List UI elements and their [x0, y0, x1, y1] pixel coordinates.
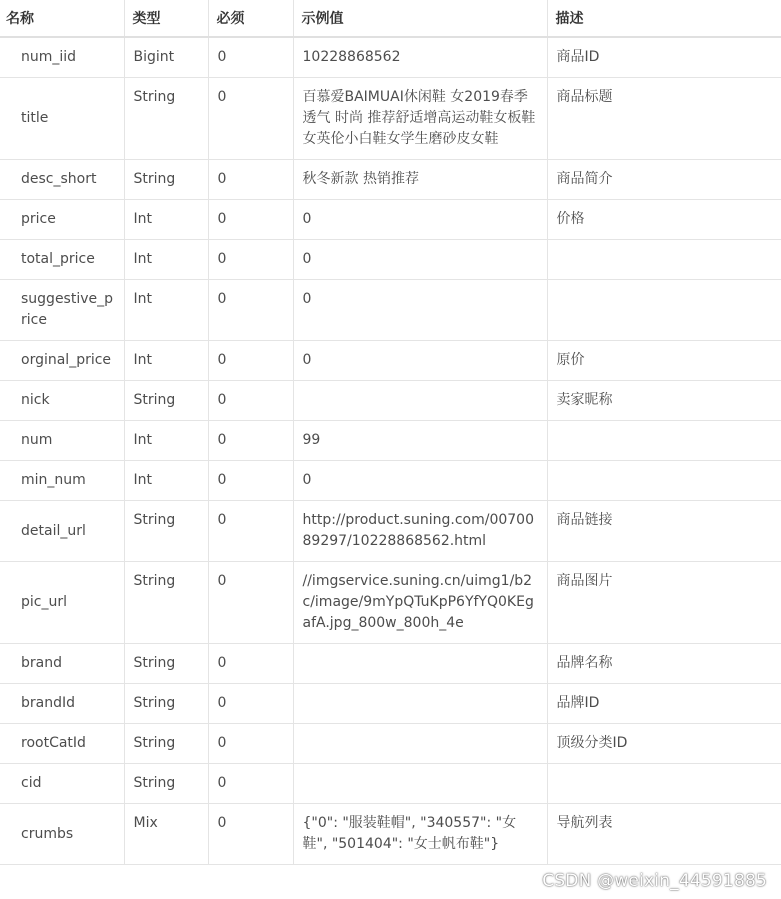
- cell-name: title: [0, 78, 124, 160]
- cell-description: 顶级分类ID: [547, 724, 781, 764]
- cell-description: 导航列表: [547, 804, 781, 865]
- table-row: [0, 501, 781, 562]
- table-row: [0, 280, 781, 341]
- table-row: [0, 37, 781, 78]
- cell-description: [547, 764, 781, 804]
- header-type: 类型: [124, 0, 208, 37]
- cell-type: Int: [124, 280, 208, 341]
- cell-type: String: [124, 160, 208, 200]
- cell-type: Bigint: [124, 37, 208, 78]
- cell-type: String: [124, 764, 208, 804]
- cell-type: Int: [124, 421, 208, 461]
- cell-description: [547, 280, 781, 341]
- cell-required: 0: [208, 501, 293, 562]
- cell-name: nick: [0, 381, 124, 421]
- cell-example: 0: [293, 200, 547, 240]
- cell-required: 0: [208, 160, 293, 200]
- cell-example: [293, 644, 547, 684]
- cell-example: http://product.suning.com/0070089297/10228868562.html: [293, 501, 547, 562]
- cell-name: crumbs: [0, 804, 124, 865]
- cell-name: orginal_price: [0, 341, 124, 381]
- cell-type: Mix: [124, 804, 208, 865]
- table-row: [0, 78, 781, 160]
- header-required: 必须: [208, 0, 293, 37]
- cell-type: String: [124, 644, 208, 684]
- cell-required: 0: [208, 240, 293, 280]
- cell-name: rootCatId: [0, 724, 124, 764]
- cell-name: cid: [0, 764, 124, 804]
- cell-example: 0: [293, 280, 547, 341]
- table-row: [0, 160, 781, 200]
- table-row: [0, 200, 781, 240]
- table-row: [0, 421, 781, 461]
- cell-required: 0: [208, 200, 293, 240]
- cell-name: price: [0, 200, 124, 240]
- cell-required: 0: [208, 804, 293, 865]
- cell-required: 0: [208, 764, 293, 804]
- cell-example: {"0": "服装鞋帽", "340557": "女鞋", "501404": "女士帆布鞋"}: [293, 804, 547, 865]
- cell-description: 商品ID: [547, 37, 781, 78]
- table-body: [0, 37, 781, 865]
- cell-required: 0: [208, 78, 293, 160]
- cell-required: 0: [208, 724, 293, 764]
- header-name: 名称: [0, 0, 124, 37]
- cell-name: desc_short: [0, 160, 124, 200]
- cell-description: 品牌名称: [547, 644, 781, 684]
- cell-name: num: [0, 421, 124, 461]
- cell-description: 原价: [547, 341, 781, 381]
- cell-description: 商品简介: [547, 160, 781, 200]
- cell-example: 0: [293, 341, 547, 381]
- cell-example: 99: [293, 421, 547, 461]
- cell-description: [547, 461, 781, 501]
- cell-description: 商品图片: [547, 562, 781, 644]
- table-row: [0, 240, 781, 280]
- table-row: [0, 684, 781, 724]
- cell-required: 0: [208, 684, 293, 724]
- cell-name: pic_url: [0, 562, 124, 644]
- table-row: [0, 764, 781, 804]
- cell-type: String: [124, 562, 208, 644]
- table-row: [0, 461, 781, 501]
- cell-description: [547, 421, 781, 461]
- table-row: [0, 562, 781, 644]
- cell-required: 0: [208, 562, 293, 644]
- cell-description: 价格: [547, 200, 781, 240]
- cell-required: 0: [208, 461, 293, 501]
- table-row: [0, 724, 781, 764]
- table-row: [0, 341, 781, 381]
- cell-example: 10228868562: [293, 37, 547, 78]
- cell-required: 0: [208, 644, 293, 684]
- cell-type: String: [124, 78, 208, 160]
- cell-type: String: [124, 724, 208, 764]
- cell-example: [293, 381, 547, 421]
- cell-description: [547, 240, 781, 280]
- cell-required: 0: [208, 421, 293, 461]
- table-row: [0, 381, 781, 421]
- cell-required: 0: [208, 280, 293, 341]
- table-row: [0, 644, 781, 684]
- cell-name: detail_url: [0, 501, 124, 562]
- cell-description: 品牌ID: [547, 684, 781, 724]
- cell-type: Int: [124, 341, 208, 381]
- cell-name: brand: [0, 644, 124, 684]
- cell-type: Int: [124, 200, 208, 240]
- cell-description: 卖家昵称: [547, 381, 781, 421]
- cell-type: Int: [124, 240, 208, 280]
- cell-type: Int: [124, 461, 208, 501]
- cell-required: 0: [208, 37, 293, 78]
- cell-name: num_iid: [0, 37, 124, 78]
- cell-example: 秋冬新款 热销推荐: [293, 160, 547, 200]
- cell-required: 0: [208, 341, 293, 381]
- cell-type: String: [124, 501, 208, 562]
- cell-description: 商品标题: [547, 78, 781, 160]
- cell-description: 商品链接: [547, 501, 781, 562]
- cell-name: total_price: [0, 240, 124, 280]
- table-row: [0, 804, 781, 865]
- cell-type: String: [124, 381, 208, 421]
- table-header: [0, 0, 781, 37]
- cell-name: suggestive_price: [0, 280, 124, 341]
- cell-example: 0: [293, 240, 547, 280]
- cell-example: [293, 684, 547, 724]
- cell-example: [293, 724, 547, 764]
- cell-name: brandId: [0, 684, 124, 724]
- cell-example: [293, 764, 547, 804]
- cell-type: String: [124, 684, 208, 724]
- cell-name: min_num: [0, 461, 124, 501]
- cell-example: 百慕爱BAIMUAI休闲鞋 女2019春季透气 时尚 推荐舒适增高运动鞋女板鞋女英伦小白鞋女学生磨砂皮女鞋: [293, 78, 547, 160]
- cell-example: //imgservice.suning.cn/uimg1/b2c/image/9mYpQTuKpP6YfYQ0KEgafA.jpg_800w_800h_4e: [293, 562, 547, 644]
- header-example: 示例值: [293, 0, 547, 37]
- cell-required: 0: [208, 381, 293, 421]
- header-row: [0, 0, 781, 37]
- cell-example: 0: [293, 461, 547, 501]
- header-description: 描述: [547, 0, 781, 37]
- watermark: CSDN @weixin_44591885: [542, 871, 767, 891]
